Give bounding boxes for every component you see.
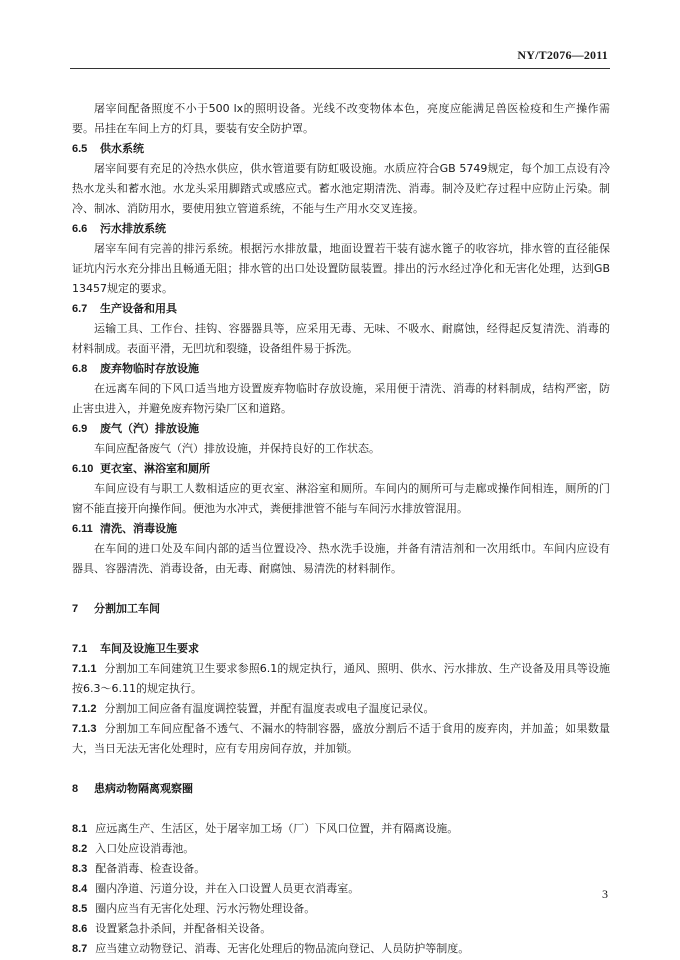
- clause: [72, 899, 610, 919]
- clause: [72, 659, 610, 699]
- clause: [72, 859, 610, 879]
- clause-number: 8: [72, 783, 79, 795]
- header-rule: [70, 68, 610, 69]
- page-number: 3: [602, 887, 608, 901]
- clause-text: 分割加工车间应配备不透气、不漏水的特制容器，盛放分割后不适于食用的废弃肉，并加盖；如果数量大，当日无法无害化处理时，应有专用房间存放，并加锁。: [72, 722, 610, 755]
- clause: [72, 819, 610, 839]
- clause-number: 8.5: [72, 903, 88, 915]
- subsection-heading: [72, 359, 610, 379]
- clause-number: 7.1: [72, 643, 88, 655]
- clause-number: 6.10: [72, 463, 94, 475]
- heading-title: 更衣室、淋浴室和厕所: [100, 462, 210, 475]
- clause-number: 8.7: [72, 943, 88, 955]
- clause-number: 7: [72, 603, 79, 615]
- paragraph: 运输工具、工作台、挂钩、容器器具等，应采用无毒、无味、不吸水、耐腐蚀，经得起反复清洗、消毒的材料制成。表面平滑，无凹坑和裂缝，设备组件易于拆洗。: [72, 322, 610, 355]
- heading-title: 分割加工车间: [94, 602, 160, 615]
- section-heading: [72, 779, 610, 799]
- clause-text: 入口处应设消毒池。: [95, 842, 195, 855]
- clause-number: 6.7: [72, 303, 88, 315]
- paragraph: 在远离车间的下风口适当地方设置废弃物临时存放设施，采用便于清洗、消毒的材料制成，结构严密，防止害虫进入，并避免废弃物污染厂区和道路。: [72, 382, 610, 415]
- clause-text: 圈内净道、污道分设，并在入口设置人员更衣消毒室。: [95, 882, 360, 895]
- paragraph: 车间应配备废气（汽）排放设施，并保持良好的工作状态。: [94, 442, 380, 455]
- subsection-heading: [72, 299, 610, 319]
- subsection-heading: [72, 219, 610, 239]
- clause: [72, 699, 610, 719]
- heading-title: 废气（汽）排放设施: [100, 422, 199, 435]
- heading-title: 供水系统: [100, 142, 144, 155]
- subsection-heading: [72, 639, 610, 659]
- clause-number: 7.1.1: [72, 663, 97, 675]
- clause-text: 应当建立动物登记、消毒、无害化处理后的物品流向登记、人员防护等制度。: [95, 942, 470, 955]
- heading-title: 清洗、消毒设施: [100, 522, 177, 535]
- standard-code: NY/T2076—2011: [517, 48, 608, 62]
- paragraph: 车间应设有与职工人数相适应的更衣室、淋浴室和厕所。车间内的厕所可与走廊或操作间相连，厕所的门窗不能直接开向操作间。便池为水冲式，粪便排泄管不能与车间污水排放管混用。: [72, 482, 610, 515]
- heading-title: 污水排放系统: [100, 222, 166, 235]
- clause-number: 8.3: [72, 863, 88, 875]
- heading-title: 废弃物临时存放设施: [100, 362, 199, 375]
- paragraph: 屠宰间要有充足的冷热水供应，供水管道要有防虹吸设施。水质应符合GB 5749规定，每个加工点设有冷热水龙头和蓄水池。水龙头采用脚踏式或感应式。蓄水池定期清洗、消毒。制冷及贮存过程中应防止污染。制冷、制冰、消防用水，要使用独立管道系统，不能与生产用水交叉连接。: [72, 162, 610, 215]
- heading-title: 患病动物隔离观察圈: [94, 782, 193, 795]
- clause-number: 6.5: [72, 143, 88, 155]
- subsection-heading: [72, 139, 610, 159]
- clause-text: 设置紧急扑杀间，并配备相关设备。: [95, 922, 272, 935]
- clause-text: 分割加工车间建筑卫生要求参照6.1的规定执行，通风、照明、供水、污水排放、生产设备及用具等设施按6.3～6.11的规定执行。: [72, 662, 610, 695]
- page-body: [72, 99, 610, 959]
- subsection-heading: [72, 519, 610, 539]
- clause-number: 7.1.3: [72, 723, 97, 735]
- clause-number: 8.1: [72, 823, 88, 835]
- heading-title: 生产设备和用具: [100, 302, 177, 315]
- clause: [72, 879, 610, 899]
- clause-number: 7.1.2: [72, 703, 97, 715]
- clause: [72, 839, 610, 859]
- clause-text: 分割加工间应备有温度调控装置，并配有温度表或电子温度记录仪。: [104, 702, 435, 715]
- paragraph: 屠宰间配备照度不小于500 lx的照明设备。光线不改变物体本色，亮度应能满足兽医检疫和生产操作需要。吊挂在车间上方的灯具，要装有安全防护罩。: [72, 102, 610, 135]
- clause-number: 8.6: [72, 923, 88, 935]
- subsection-heading: [72, 419, 610, 439]
- clause-number: 8.4: [72, 883, 88, 895]
- clause-text: 应远离生产、生活区，处于屠宰加工场（厂）下风口位置，并有隔离设施。: [95, 822, 459, 835]
- clause-text: 圈内应当有无害化处理、污水污物处理设备。: [95, 902, 316, 915]
- clause-number: 6.6: [72, 223, 88, 235]
- clause-number: 6.11: [72, 523, 93, 535]
- clause: [72, 939, 610, 959]
- clause-number: 6.9: [72, 423, 88, 435]
- clause: [72, 919, 610, 939]
- subsection-heading: [72, 459, 610, 479]
- clause-text: 配备消毒、检查设备。: [95, 862, 206, 875]
- heading-title: 车间及设施卫生要求: [100, 642, 199, 655]
- clause-number: 8.2: [72, 843, 88, 855]
- section-heading: [72, 599, 610, 619]
- clause: [72, 719, 610, 759]
- paragraph: 屠宰车间有完善的排污系统。根据污水排放量，地面设置若干装有滤水篦子的收容坑，排水管的直径能保证坑内污水充分排出且畅通无阻；排水管的出口处设置防鼠装置。排出的污水经过净化和无害化处理，达到GB 13457规定的要求。: [72, 242, 610, 295]
- clause-number: 6.8: [72, 363, 88, 375]
- paragraph: 在车间的进口处及车间内部的适当位置设冷、热水洗手设施，并备有清洁剂和一次用纸巾。车间内应设有器具、容器清洗、消毒设备，由无毒、耐腐蚀、易清洗的材料制作。: [72, 542, 610, 575]
